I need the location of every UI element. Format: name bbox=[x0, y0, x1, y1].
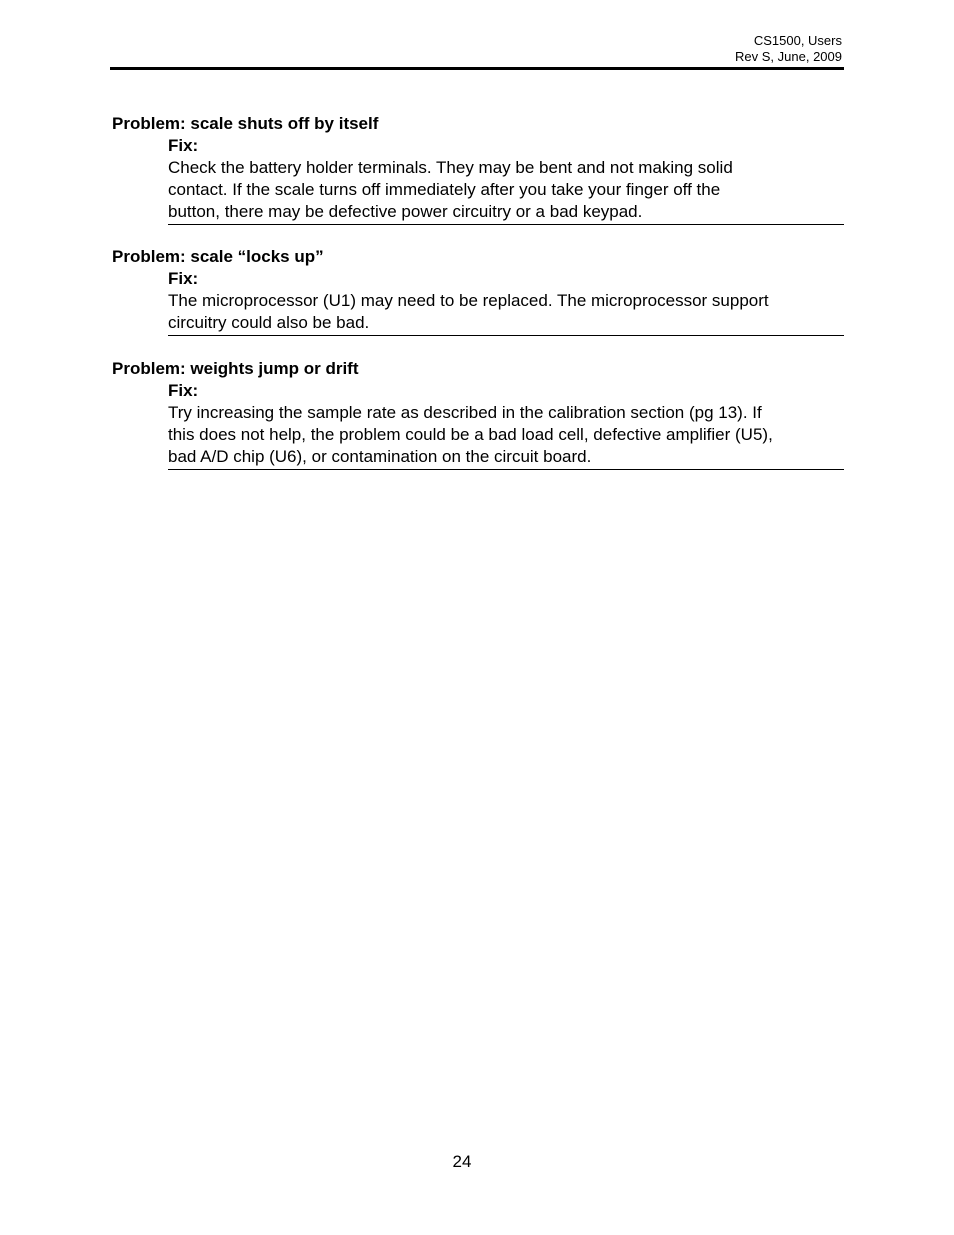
fix-block bbox=[168, 380, 844, 470]
fix-text-line: Try increasing the sample rate as described in the calibration section (pg 13). If bbox=[168, 403, 762, 422]
problem-heading: Problem: scale “locks up” bbox=[112, 247, 324, 266]
problem-heading: Problem: scale shuts off by itself bbox=[112, 114, 379, 133]
fix-label: Fix: bbox=[168, 381, 199, 400]
running-header bbox=[735, 33, 842, 65]
fix-label: Fix: bbox=[168, 269, 199, 288]
header-rule bbox=[110, 67, 844, 70]
fix-block bbox=[168, 268, 844, 336]
fix-label: Fix: bbox=[168, 136, 199, 155]
problem-heading: Problem: weights jump or drift bbox=[112, 359, 359, 378]
fix-text-line: The microprocessor (U1) may need to be replaced. The microprocessor support bbox=[168, 291, 769, 310]
header-document-title: CS1500, Users bbox=[753, 33, 842, 48]
fix-text-line: button, there may be defective power circuitry or a bad keypad. bbox=[168, 202, 643, 221]
fix-block bbox=[168, 135, 844, 225]
problem-section-1 bbox=[112, 113, 844, 225]
fix-text-line: this does not help, the problem could be a bad load cell, defective amplifier (U5), bbox=[168, 425, 773, 444]
fix-text-line: Check the battery holder terminals. They may be bent and not making solid bbox=[168, 158, 733, 177]
fix-text-line: contact. If the scale turns off immediately after you take your finger off the bbox=[168, 180, 721, 199]
fix-text-line: bad A/D chip (U6), or contamination on the circuit board. bbox=[168, 447, 592, 466]
problem-section-2 bbox=[112, 246, 844, 336]
header-revision: Rev S, June, 2009 bbox=[735, 49, 842, 64]
problem-section-3 bbox=[112, 358, 844, 470]
fix-text-line: circuitry could also be bad. bbox=[168, 313, 370, 332]
page-number: 24 bbox=[452, 1152, 472, 1171]
